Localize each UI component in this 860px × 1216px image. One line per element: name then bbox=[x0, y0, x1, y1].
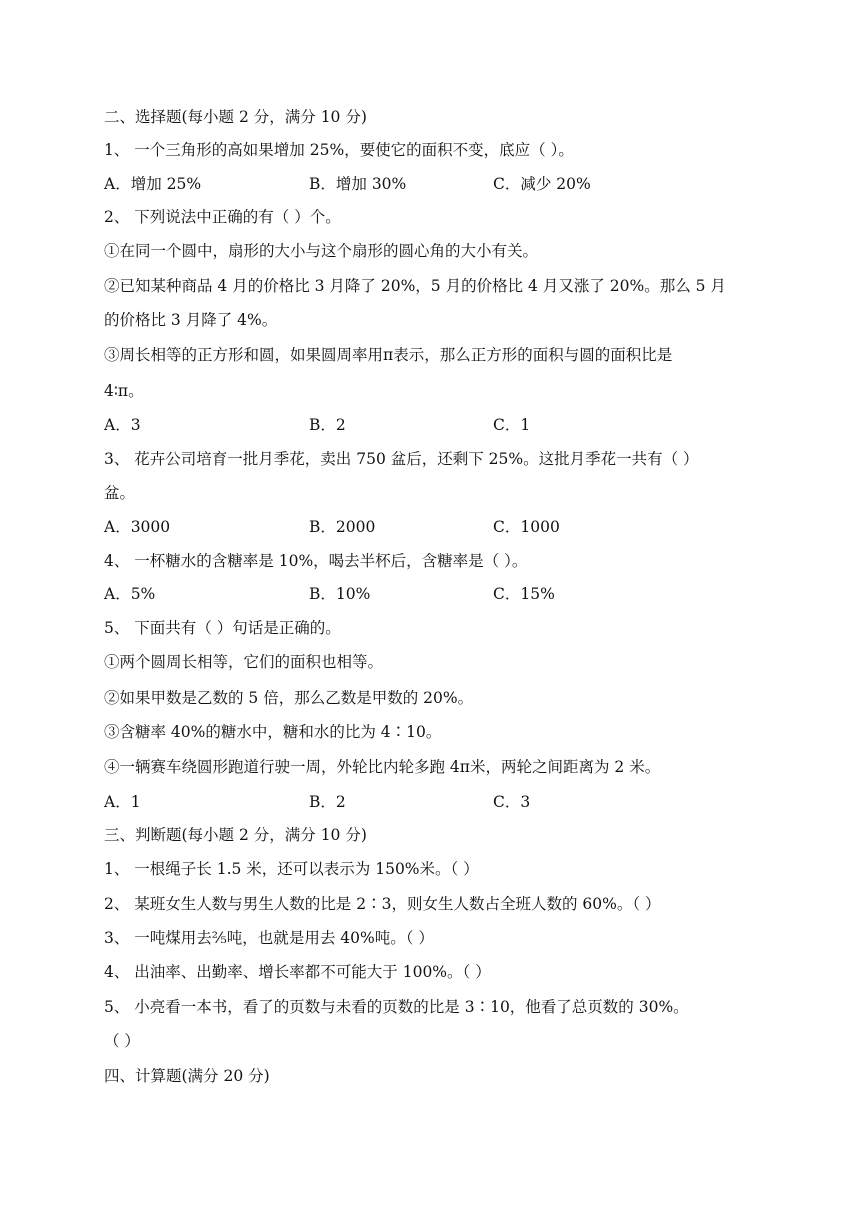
q5-statement-2: ②如果甲数是乙数的 5 倍，那么乙数是甲数的 20%。 bbox=[104, 689, 474, 707]
q5-option-b: B．2 bbox=[309, 793, 346, 811]
q4-option-a: A．5% bbox=[104, 585, 156, 603]
q3-text-cont: 盆。 bbox=[104, 484, 136, 502]
q1-option-c: C．减少 20% bbox=[493, 175, 591, 193]
judge-item-5: 5、 小亮看一本书，看了的页数与未看的页数的比是 3∶10，他看了总页数的 30%。 bbox=[104, 998, 689, 1016]
q1-option-a: A．增加 25% bbox=[104, 175, 202, 193]
q2-statement-2-cont: 的价格比 3 月降了 4%。 bbox=[104, 311, 278, 329]
q3-text: 3、 花卉公司培育一批月季花，卖出 750 盆后，还剩下 25%。这批月季花一共有（ ） bbox=[104, 450, 699, 468]
q2-option-a: A．3 bbox=[104, 416, 141, 434]
q5-option-a: A．1 bbox=[104, 793, 141, 811]
q5-statement-4: ④一辆赛车绕圆形跑道行驶一周，外轮比内轮多跑 4π米，两轮之间距离为 2 米。 bbox=[104, 758, 661, 776]
q5-statement-3: ③含糖率 40%的糖水中，糖和水的比为 4∶10。 bbox=[104, 723, 442, 741]
q4-text: 4、 一杯糖水的含糖率是 10%，喝去半杯后，含糖率是（ ）。 bbox=[104, 552, 528, 570]
q2-statement-3: ③周长相等的正方形和圆，如果圆周率用π表示，那么正方形的面积与圆的面积比是 bbox=[104, 346, 673, 364]
q1-option-b: B．增加 30% bbox=[309, 175, 407, 193]
q4-option-b: B．10% bbox=[309, 585, 371, 603]
q2-option-c: C．1 bbox=[493, 416, 531, 434]
judge-item-3: 3、 一吨煤用去⅖吨，也就是用去 40%吨。（ ） bbox=[104, 929, 434, 947]
q1-text: 1、 一个三角形的高如果增加 25%，要使它的面积不变，底应（ ）。 bbox=[104, 141, 574, 159]
section-3-title: 三、判断题(每小题 2 分，满分 10 分) bbox=[104, 826, 367, 844]
q5-text: 5、 下面共有（ ）句话是正确的。 bbox=[104, 619, 341, 637]
q4-option-c: C．15% bbox=[493, 585, 555, 603]
q2-statement-2: ②已知某种商品 4 月的价格比 3 月降了 20%，5 月的价格比 4 月又涨了 20%。那么 5 月 bbox=[104, 277, 726, 295]
q5-statement-1: ①两个圆周长相等，它们的面积也相等。 bbox=[104, 653, 384, 671]
q5-option-c: C．3 bbox=[493, 793, 531, 811]
judge-item-4: 4、 出油率、出勤率、增长率都不可能大于 100%。（ ） bbox=[104, 963, 491, 981]
section-2-title: 二、选择题(每小题 2 分，满分 10 分) bbox=[104, 108, 367, 126]
section-4-title: 四、计算题(满分 20 分) bbox=[104, 1067, 270, 1085]
judge-item-5-bracket: （ ） bbox=[104, 1032, 140, 1050]
q2-text: 2、 下列说法中正确的有（ ）个。 bbox=[104, 208, 341, 226]
q2-statement-3-cont: 4∶π。 bbox=[104, 382, 144, 400]
q3-option-a: A．3000 bbox=[104, 518, 171, 536]
q3-option-b: B．2000 bbox=[309, 518, 376, 536]
judge-item-1: 1、 一根绳子长 1.5 米，还可以表示为 150%米。（ ） bbox=[104, 860, 479, 878]
q2-statement-1: ①在同一个圆中，扇形的大小与这个扇形的圆心角的大小有关。 bbox=[104, 242, 539, 260]
judge-item-2: 2、 某班女生人数与男生人数的比是 2∶3，则女生人数占全班人数的 60%。（ ） bbox=[104, 895, 661, 913]
q3-option-c: C．1000 bbox=[493, 518, 560, 536]
q2-option-b: B．2 bbox=[309, 416, 346, 434]
